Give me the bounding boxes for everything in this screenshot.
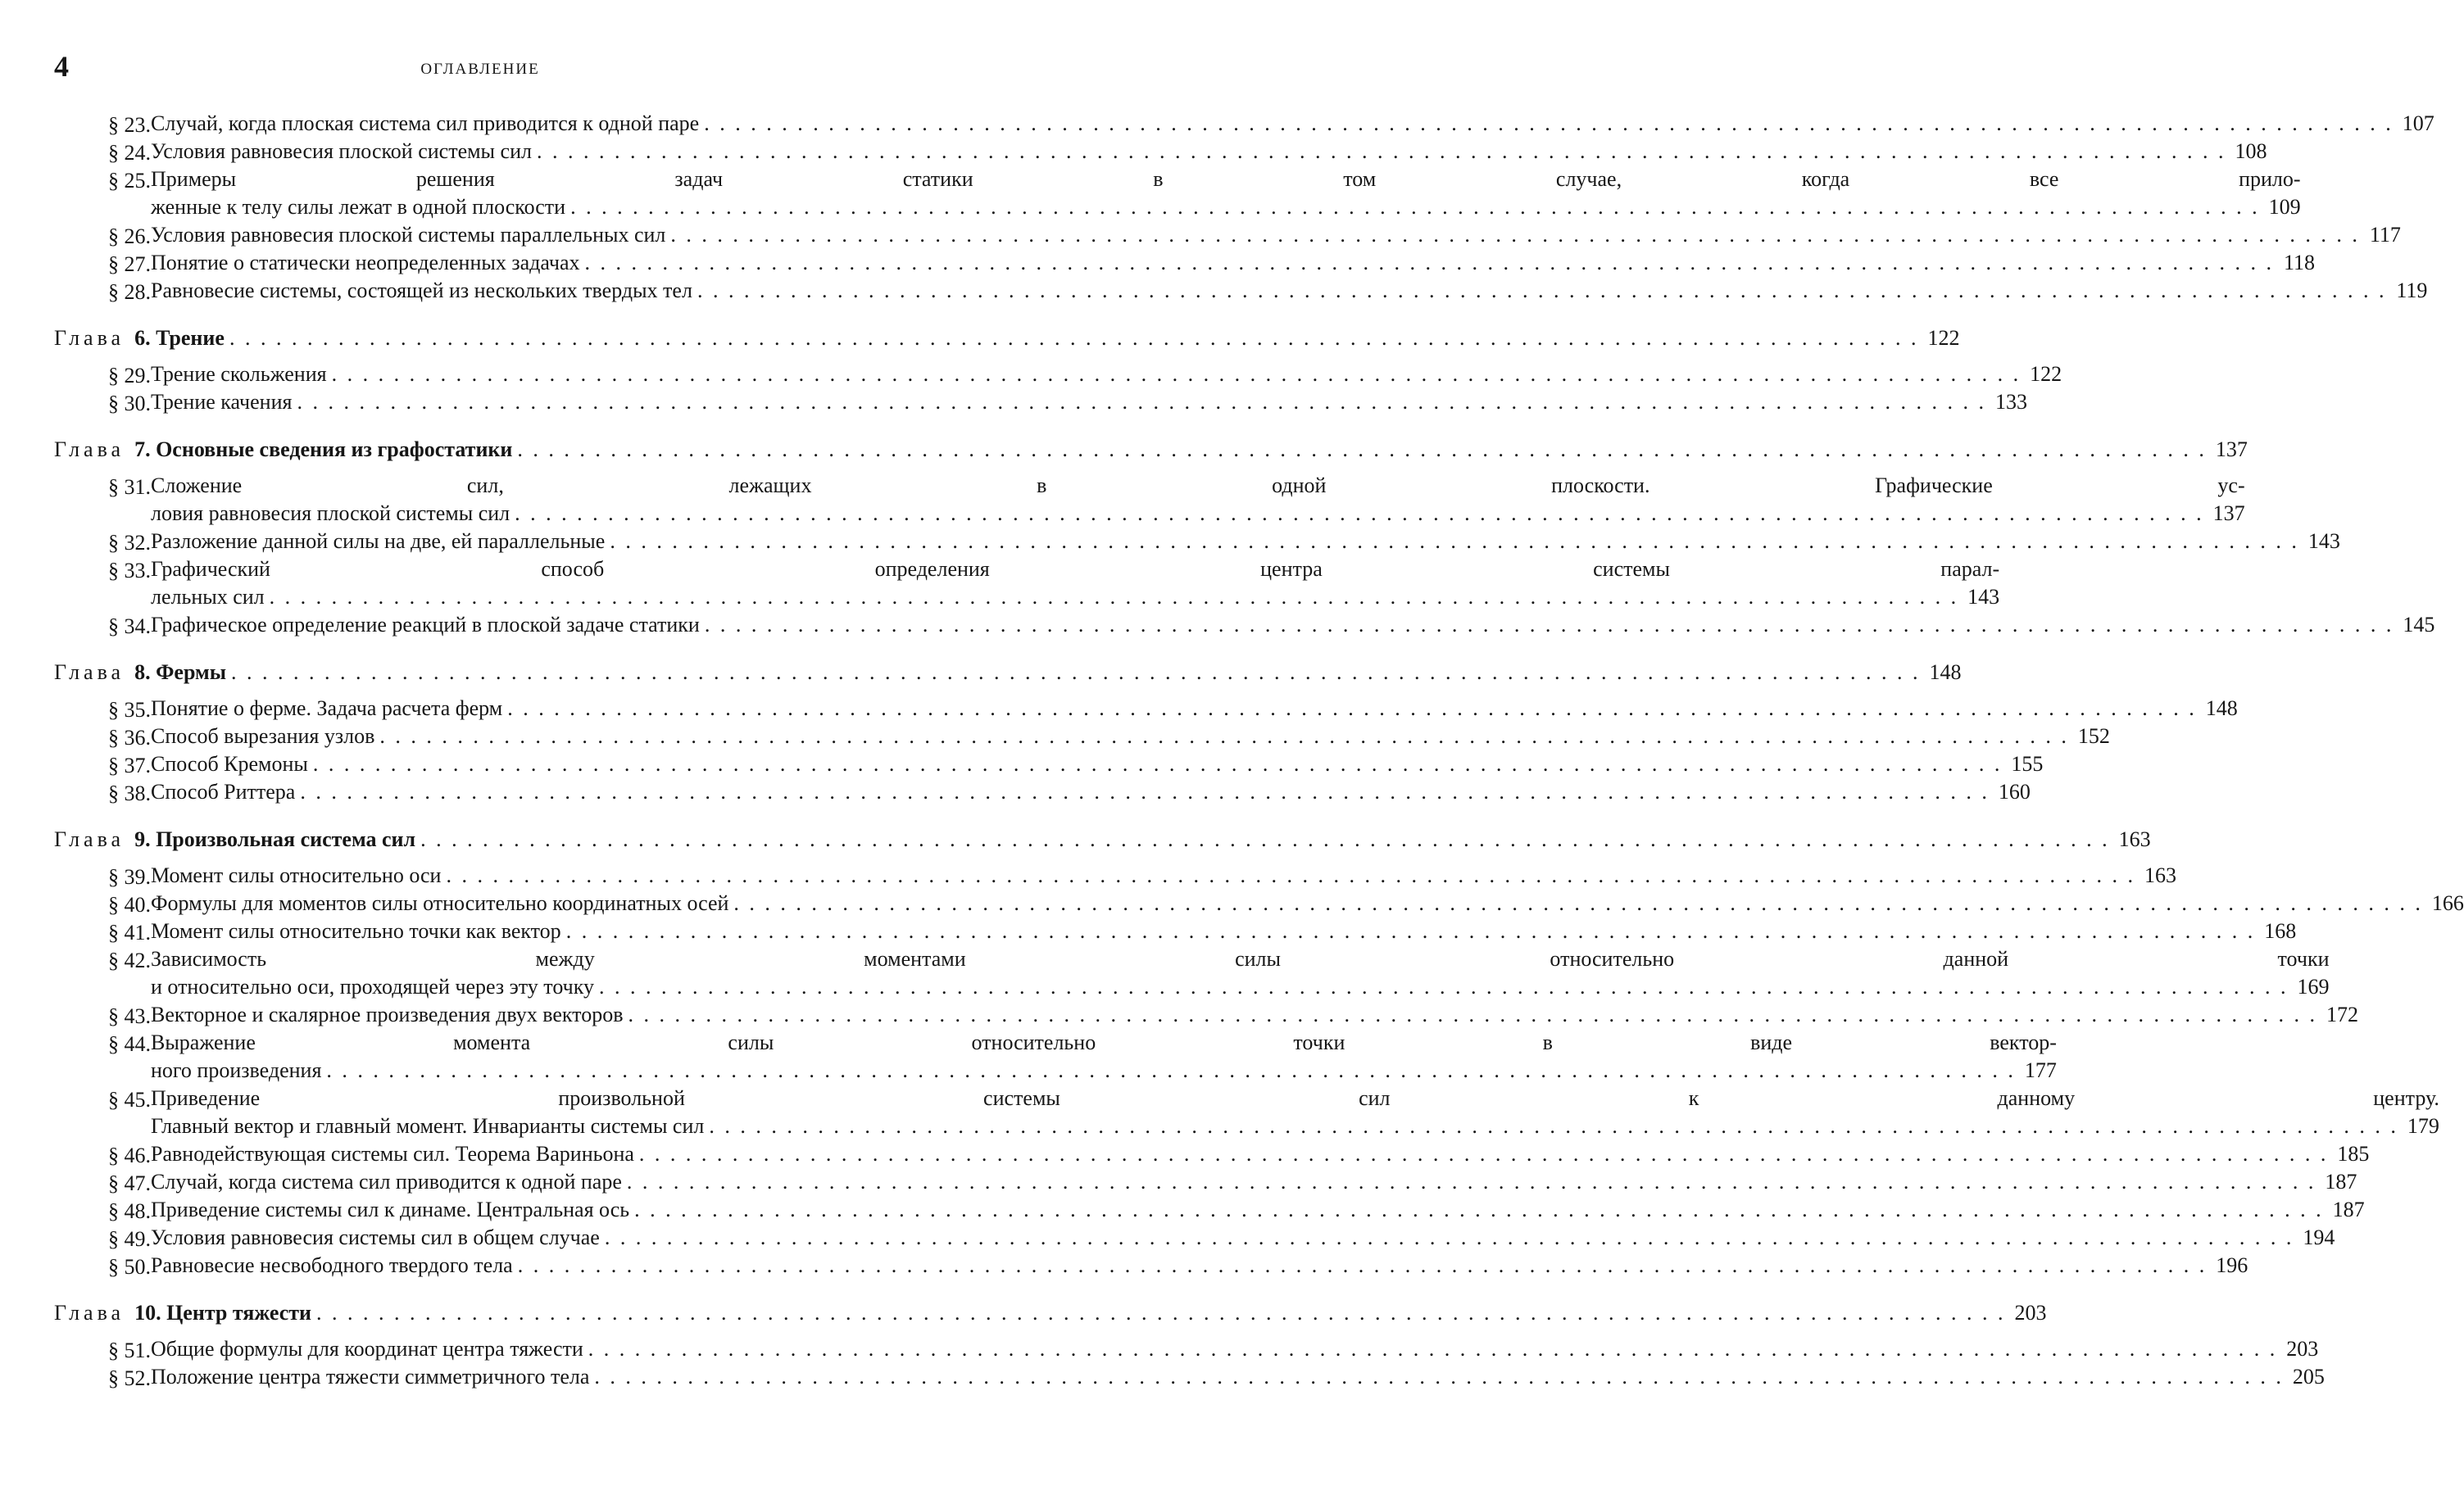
dot-leader	[517, 437, 2207, 462]
chapter-heading[interactable]	[54, 437, 2248, 465]
section-number: § 25.	[108, 169, 151, 193]
toc-chapter	[54, 437, 2435, 641]
section-line	[151, 947, 2330, 975]
section-title: ного произведения	[151, 1058, 322, 1082]
section-title: Векторное и скалярное произведения двух векторов	[151, 1003, 624, 1026]
toc-section[interactable]	[54, 1337, 2319, 1365]
section-body	[151, 1003, 2358, 1031]
section-body	[151, 863, 2176, 891]
section-title: Способ вырезания узлов	[151, 724, 375, 748]
section-number: § 52.	[108, 1366, 151, 1390]
toc-section[interactable]	[54, 696, 2238, 724]
section-line	[151, 1337, 2318, 1365]
section-body	[151, 223, 2401, 251]
section-title: Формулы для моментов силы относительно координатных осей	[151, 891, 729, 915]
section-title: Трение качения	[151, 390, 293, 414]
dot-leader	[588, 1337, 2278, 1361]
section-number: § 40.	[108, 893, 151, 917]
dot-leader	[446, 863, 2135, 888]
section-title: Момент силы относительно точки как вектор	[151, 919, 561, 943]
section-page-number: 108	[2235, 139, 2267, 163]
section-page-number: 137	[2212, 501, 2245, 525]
chapter-page-number: 163	[2118, 827, 2151, 851]
dot-leader	[379, 724, 2069, 749]
dot-leader	[584, 251, 2274, 275]
section-line	[151, 1142, 2369, 1170]
toc-section[interactable]	[54, 1365, 2325, 1393]
section-line	[151, 1031, 2057, 1058]
section-body	[151, 167, 2301, 223]
chapter-prefix: Глава	[54, 827, 125, 851]
toc-section[interactable]	[54, 1003, 2358, 1031]
section-title: Приведение произвольной системы сил к данному центру.	[151, 1086, 2439, 1110]
section-page-number: 109	[2268, 195, 2301, 219]
section-number: § 38.	[108, 782, 151, 805]
dot-leader	[316, 1301, 2006, 1325]
section-line	[151, 1058, 2057, 1086]
section-body	[151, 251, 2315, 279]
toc-section[interactable]	[54, 251, 2315, 279]
section-line	[151, 724, 2110, 752]
section-number: § 27.	[108, 252, 151, 276]
section-title: Случай, когда плоская система сил приводится к одной паре	[151, 111, 700, 135]
section-title: женные к телу силы лежат в одной плоскости	[151, 195, 566, 219]
chapter-heading[interactable]	[54, 827, 2151, 855]
dot-leader	[507, 696, 2197, 721]
toc-section[interactable]	[54, 1142, 2370, 1170]
chapter-heading[interactable]	[54, 660, 1962, 688]
dot-leader	[697, 279, 2387, 303]
toc-section[interactable]	[54, 863, 2176, 891]
section-title: Главный вектор и главный момент. Инварианты системы сил	[151, 1114, 705, 1138]
section-body	[151, 613, 2435, 641]
toc-section[interactable]	[54, 390, 2027, 418]
running-head: ОГЛАВЛЕНИЕ	[420, 61, 540, 78]
section-number: § 48.	[108, 1199, 151, 1223]
toc-section[interactable]	[54, 752, 2044, 780]
section-page-number: 119	[2396, 279, 2428, 302]
dot-leader	[594, 1365, 2284, 1389]
section-page-number: 185	[2337, 1142, 2370, 1166]
dot-leader	[231, 660, 1921, 685]
section-number: § 36.	[108, 726, 151, 750]
section-body	[151, 724, 2110, 752]
section-page-number: 143	[1967, 585, 2000, 609]
chapter-title: 6. Трение	[134, 326, 225, 350]
section-page-number: 187	[2325, 1170, 2357, 1194]
section-title: Общие формулы для координат центра тяжести	[151, 1337, 583, 1361]
toc-section[interactable]	[54, 947, 2330, 1003]
section-body	[151, 1031, 2057, 1086]
toc-section[interactable]	[54, 1031, 2057, 1086]
section-page-number: 163	[2144, 863, 2176, 887]
dot-leader	[733, 891, 2423, 916]
toc-section[interactable]	[54, 1170, 2357, 1198]
section-page-number: 169	[2297, 975, 2330, 999]
dot-leader	[704, 111, 2394, 136]
dot-leader	[627, 1170, 2317, 1194]
section-body	[151, 1365, 2325, 1393]
toc-chapter	[54, 660, 2238, 808]
section-line	[151, 1198, 2365, 1225]
toc-chapter	[54, 1301, 2325, 1393]
chapter-prefix: Глава	[54, 1301, 125, 1325]
section-line	[151, 891, 2464, 919]
page-header	[54, 49, 906, 82]
section-title: Способ Кремоны	[151, 752, 308, 776]
section-line	[151, 919, 2296, 947]
section-number: § 34.	[108, 614, 151, 638]
section-body	[151, 1225, 2335, 1253]
dot-leader	[610, 529, 2299, 554]
toc-section[interactable]	[54, 529, 2340, 557]
section-number: § 35.	[108, 698, 151, 722]
section-title: Графический способ определения центра системы парал-	[151, 557, 2000, 581]
toc-section[interactable]	[54, 111, 2435, 139]
section-title: ловия равновесия плоской системы сил	[151, 501, 510, 525]
section-title: Случай, когда система сил приводится к одной паре	[151, 1170, 622, 1194]
section-number: § 51.	[108, 1339, 151, 1362]
section-number: § 37.	[108, 754, 151, 777]
section-title: Способ Риттера	[151, 780, 296, 804]
section-line	[151, 752, 2043, 780]
chapter-page-number: 148	[1929, 660, 1962, 684]
section-title: Равновесие несвободного твердого тела	[151, 1253, 513, 1277]
section-number: § 49.	[108, 1227, 151, 1251]
section-line	[151, 223, 2401, 251]
section-line	[151, 557, 1999, 585]
section-number: § 42.	[108, 949, 151, 972]
toc-chapter	[54, 111, 2435, 306]
section-line	[151, 1114, 2439, 1142]
section-line	[151, 863, 2176, 891]
chapter-prefix: Глава	[54, 326, 125, 350]
section-line	[151, 1253, 2248, 1281]
section-body	[151, 1086, 2439, 1142]
chapter-page-number: 137	[2215, 437, 2248, 461]
toc-chapter	[54, 326, 2062, 418]
section-line	[151, 1225, 2335, 1253]
section-title: Трение скольжения	[151, 362, 327, 386]
section-page-number: 133	[1994, 390, 2027, 414]
section-line	[151, 1003, 2358, 1031]
chapter-page-number: 122	[1927, 326, 1960, 350]
section-title: лельных сил	[151, 585, 265, 609]
section-number: § 31.	[108, 475, 151, 499]
section-body	[151, 947, 2330, 1003]
section-title: Понятие о статически неопределенных задачах	[151, 251, 580, 274]
section-title: Приведение системы сил к динаме. Центральная ось	[151, 1198, 630, 1221]
toc-section[interactable]	[54, 1225, 2335, 1253]
toc-chapter	[54, 827, 2464, 1281]
toc-section[interactable]	[54, 1198, 2365, 1225]
section-number: § 47.	[108, 1171, 151, 1195]
dot-leader	[515, 501, 2204, 526]
section-line	[151, 529, 2340, 557]
chapter-title: 8. Фермы	[134, 660, 227, 684]
section-body	[151, 696, 2238, 724]
chapter-title: 7. Основные сведения из графостатики	[134, 437, 513, 461]
toc-section[interactable]	[54, 1253, 2248, 1281]
dot-leader	[313, 752, 2003, 777]
section-title: Зависимость между моментами силы относительно данной точки	[151, 947, 2330, 971]
section-body	[151, 1337, 2318, 1365]
section-number: § 24.	[108, 141, 151, 165]
toc-section[interactable]	[54, 891, 2464, 919]
section-line	[151, 975, 2330, 1003]
section-title: Момент силы относительно оси	[151, 863, 442, 887]
toc-section[interactable]	[54, 724, 2110, 752]
section-body	[151, 139, 2267, 167]
section-body	[151, 919, 2296, 947]
section-number: § 50.	[108, 1255, 151, 1279]
toc-section[interactable]	[54, 473, 2245, 529]
dot-leader	[270, 585, 1959, 609]
dot-leader	[326, 1058, 2016, 1083]
section-line	[151, 167, 2301, 195]
chapter-prefix: Глава	[54, 660, 125, 684]
section-page-number: 194	[2303, 1225, 2335, 1249]
section-line	[151, 613, 2435, 641]
dot-leader	[705, 613, 2394, 637]
dot-leader	[605, 1225, 2294, 1250]
section-page-number: 122	[2030, 362, 2062, 386]
chapter-title: 10. Центр тяжести	[134, 1301, 312, 1325]
section-page-number: 145	[2403, 613, 2435, 637]
section-body	[151, 891, 2464, 919]
dot-leader	[229, 326, 1919, 351]
section-page-number: 168	[2264, 919, 2297, 943]
section-body	[151, 1198, 2365, 1225]
section-title: Условия равновесия плоской системы сил	[151, 139, 532, 163]
toc-section[interactable]	[54, 139, 2267, 167]
section-page-number: 203	[2286, 1337, 2319, 1361]
chapter-heading[interactable]	[54, 1301, 2047, 1329]
section-title: Разложение данной силы на две, ей параллельные	[151, 529, 606, 553]
dot-leader	[639, 1142, 2329, 1167]
section-page-number: 160	[1998, 780, 2031, 804]
dot-leader	[628, 1003, 2317, 1027]
section-body	[151, 1142, 2369, 1170]
dot-leader	[599, 975, 2289, 999]
section-page-number: 118	[2283, 251, 2315, 274]
section-number: § 29.	[108, 364, 151, 387]
dot-leader	[518, 1253, 2208, 1278]
toc-section[interactable]	[54, 613, 2435, 641]
section-body	[151, 362, 2062, 390]
page-number: 4	[54, 50, 69, 83]
section-line	[151, 780, 2031, 808]
section-body	[151, 780, 2031, 808]
section-title: Положение центра тяжести симметричного тела	[151, 1365, 590, 1389]
dot-leader	[300, 780, 1990, 804]
section-page-number: 155	[2011, 752, 2044, 776]
chapter-heading[interactable]	[54, 326, 1960, 354]
section-title: Условия равновесия плоской системы параллельных сил	[151, 223, 666, 247]
toc-section[interactable]	[54, 780, 2031, 808]
toc-section[interactable]	[54, 1086, 2439, 1142]
dot-leader	[332, 362, 2022, 387]
toc-section[interactable]	[54, 919, 2297, 947]
section-line	[151, 473, 2245, 501]
dot-leader	[420, 827, 2110, 852]
section-number: § 26.	[108, 224, 151, 248]
section-body	[151, 279, 2427, 306]
section-title: Выражение момента силы относительно точки в виде вектор-	[151, 1031, 2057, 1054]
dot-leader	[634, 1198, 2324, 1222]
section-line	[151, 501, 2245, 529]
section-page-number: 143	[2307, 529, 2340, 553]
section-number: § 45.	[108, 1088, 151, 1112]
section-title: и относительно оси, проходящей через эту точку	[151, 975, 594, 999]
section-page-number: 187	[2332, 1198, 2365, 1221]
chapter-page-number: 203	[2014, 1301, 2047, 1325]
section-number: § 46.	[108, 1144, 151, 1167]
section-line	[151, 696, 2238, 724]
section-line	[151, 139, 2267, 167]
section-line	[151, 390, 2027, 418]
section-body	[151, 557, 1999, 613]
dot-leader	[709, 1114, 2398, 1139]
section-page-number: 166	[2431, 891, 2464, 915]
section-body	[151, 473, 2245, 529]
section-number: § 39.	[108, 865, 151, 889]
section-page-number: 148	[2205, 696, 2238, 720]
section-body	[151, 111, 2435, 139]
section-title: Сложение сил, лежащих в одной плоскости. Графические ус-	[151, 473, 2245, 497]
section-number: § 23.	[108, 113, 151, 137]
section-line	[151, 195, 2301, 223]
toc-section[interactable]	[54, 279, 2428, 306]
dot-leader	[670, 223, 2360, 247]
dot-leader	[537, 139, 2226, 164]
section-title: Условия равновесия системы сил в общем случае	[151, 1225, 600, 1249]
dot-leader	[297, 390, 1986, 415]
section-line	[151, 251, 2315, 279]
section-number: § 43.	[108, 1004, 151, 1028]
section-number: § 33.	[108, 559, 151, 582]
section-line	[151, 1086, 2439, 1114]
section-page-number: 205	[2292, 1365, 2325, 1389]
toc-section[interactable]	[54, 167, 2301, 223]
dot-leader	[570, 195, 2260, 220]
section-body	[151, 1170, 2357, 1198]
toc-section[interactable]	[54, 362, 2062, 390]
section-title: Равновесие системы, состоящей из нескольких твердых тел	[151, 279, 692, 302]
section-page-number: 172	[2326, 1003, 2358, 1026]
section-line	[151, 585, 1999, 613]
table-of-contents	[54, 111, 2464, 1393]
section-line	[151, 279, 2427, 306]
section-number: § 30.	[108, 392, 151, 415]
section-body	[151, 529, 2340, 557]
section-body	[151, 1253, 2248, 1281]
toc-section[interactable]	[54, 557, 2000, 613]
section-body	[151, 390, 2027, 418]
section-page-number: 179	[2407, 1114, 2439, 1138]
toc-section[interactable]	[54, 223, 2401, 251]
section-number: § 44.	[108, 1032, 151, 1056]
section-line	[151, 1365, 2325, 1393]
section-body	[151, 752, 2043, 780]
section-line	[151, 1170, 2357, 1198]
section-page-number: 177	[2024, 1058, 2057, 1082]
dot-leader	[566, 919, 2256, 944]
section-page-number: 117	[2369, 223, 2401, 247]
section-page-number: 196	[2216, 1253, 2248, 1277]
chapter-prefix: Глава	[54, 437, 125, 461]
section-title: Графическое определение реакций в плоской задаче статики	[151, 613, 700, 637]
section-line	[151, 362, 2062, 390]
section-number: § 41.	[108, 921, 151, 945]
chapter-title: 9. Произвольная система сил	[134, 827, 416, 851]
section-number: § 28.	[108, 280, 151, 304]
section-line	[151, 111, 2435, 139]
section-page-number: 152	[2077, 724, 2110, 748]
section-title: Равнодействующая системы сил. Теорема Вариньона	[151, 1142, 634, 1166]
section-page-number: 107	[2402, 111, 2435, 135]
section-title: Примеры решения задач статики в том случае, когда все прило-	[151, 167, 2301, 191]
section-title: Понятие о ферме. Задача расчета ферм	[151, 696, 503, 720]
section-number: § 32.	[108, 531, 151, 555]
